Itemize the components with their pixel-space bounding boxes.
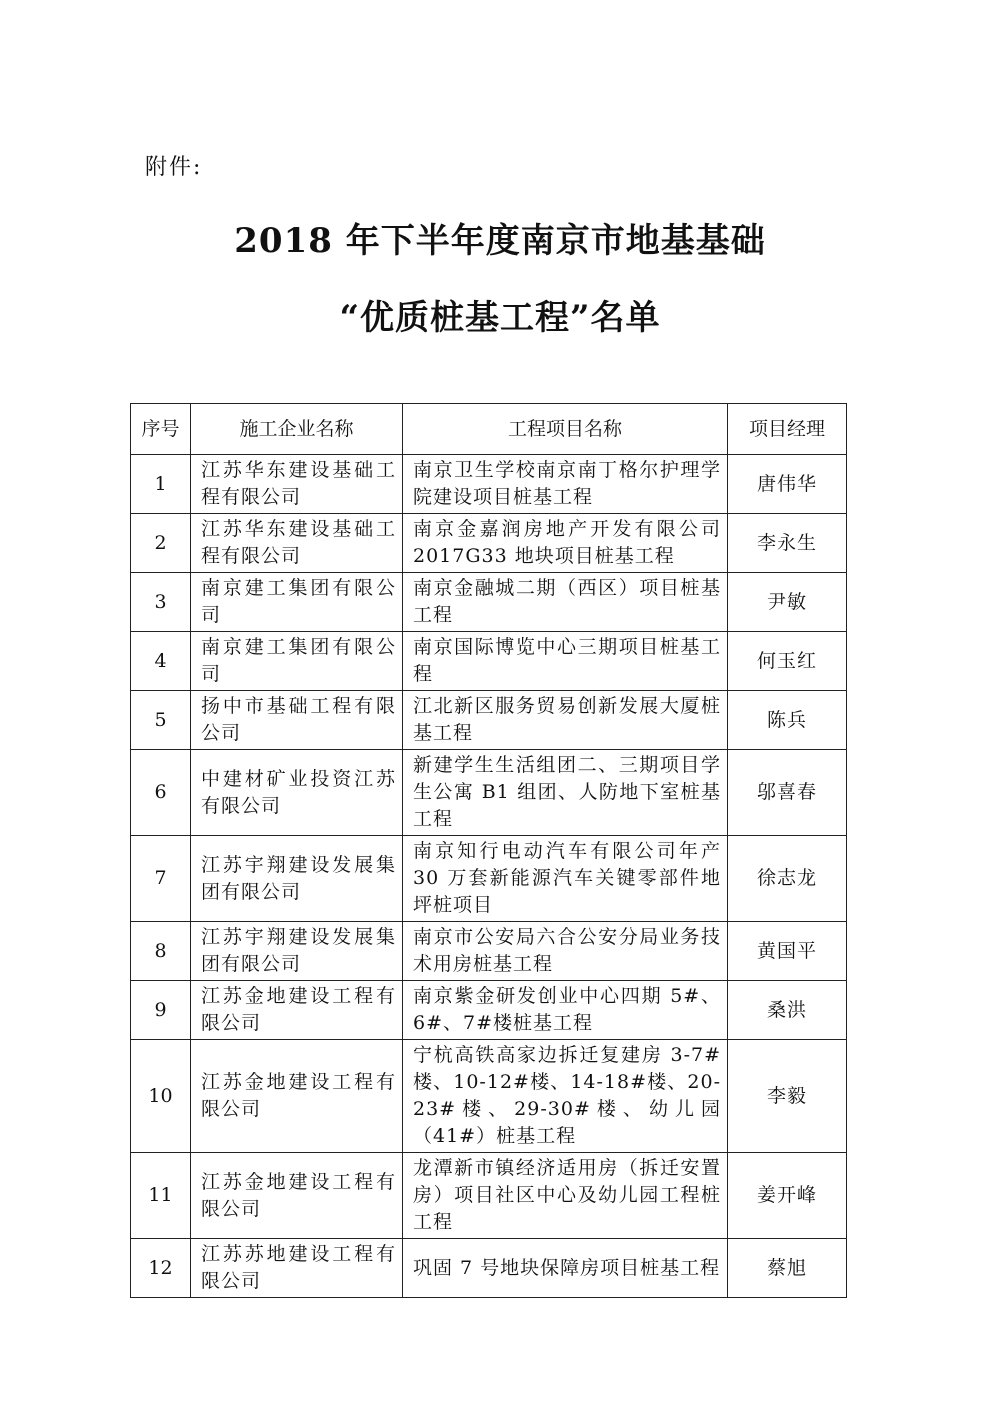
row-company: 江苏金地建设工程有限公司 [191,1153,403,1239]
header-project: 工程项目名称 [403,404,728,455]
row-company: 江苏苏地建设工程有限公司 [191,1239,403,1298]
row-project: 南京金融城二期（西区）项目桩基工程 [403,573,728,632]
table-row [131,981,847,1040]
row-manager: 李永生 [728,514,847,573]
row-no: 11 [131,1153,191,1239]
row-project: 巩固 7 号地块保障房项目桩基工程 [403,1239,728,1298]
row-company: 江苏金地建设工程有限公司 [191,1040,403,1153]
row-project: 江北新区服务贸易创新发展大厦桩基工程 [403,691,728,750]
row-manager: 陈兵 [728,691,847,750]
row-company: 江苏华东建设基础工程有限公司 [191,514,403,573]
row-company: 中建材矿业投资江苏有限公司 [191,750,403,836]
row-project: 南京金嘉润房地产开发有限公司2017G33 地块项目桩基工程 [403,514,728,573]
row-no: 8 [131,922,191,981]
row-manager: 李毅 [728,1040,847,1153]
row-project: 南京知行电动汽车有限公司年产 30 万套新能源汽车关键零部件地坪桩项目 [403,836,728,922]
page-title-line-2: “优质桩基工程”名单 [339,298,661,338]
table-row [131,632,847,691]
row-manager: 唐伟华 [728,455,847,514]
table-row [131,1040,847,1153]
row-manager: 徐志龙 [728,836,847,922]
row-manager: 尹敏 [728,573,847,632]
table-row [131,1239,847,1298]
header-company: 施工企业名称 [191,404,403,455]
table-row [131,750,847,836]
row-company: 江苏华东建设基础工程有限公司 [191,455,403,514]
row-company: 扬中市基础工程有限公司 [191,691,403,750]
table-row [131,514,847,573]
row-manager: 邬喜春 [728,750,847,836]
row-company: 江苏宇翔建设发展集团有限公司 [191,922,403,981]
table-row [131,573,847,632]
row-manager: 蔡旭 [728,1239,847,1298]
row-project: 南京市公安局六合公安分局业务技术用房桩基工程 [403,922,728,981]
row-no: 2 [131,514,191,573]
row-manager: 桑洪 [728,981,847,1040]
row-project: 南京紫金研发创业中心四期 5#、6#、7#楼桩基工程 [403,981,728,1040]
row-no: 5 [131,691,191,750]
row-no: 3 [131,573,191,632]
table-row [131,922,847,981]
row-company: 江苏金地建设工程有限公司 [191,981,403,1040]
row-company: 南京建工集团有限公司 [191,632,403,691]
row-company: 南京建工集团有限公司 [191,573,403,632]
row-no: 4 [131,632,191,691]
page-title-line-1: 2018 年下半年度南京市地基基础 [234,221,766,261]
row-manager: 姜开峰 [728,1153,847,1239]
row-no: 10 [131,1040,191,1153]
table-row [131,691,847,750]
row-project: 南京卫生学校南京南丁格尔护理学院建设项目桩基工程 [403,455,728,514]
row-manager: 黄国平 [728,922,847,981]
table-row [131,836,847,922]
table-row [131,455,847,514]
row-no: 9 [131,981,191,1040]
award-list-table [130,403,847,1298]
row-no: 7 [131,836,191,922]
row-manager: 何玉红 [728,632,847,691]
row-project: 龙潭新市镇经济适用房（拆迁安置房）项目社区中心及幼儿园工程桩工程 [403,1153,728,1239]
row-no: 12 [131,1239,191,1298]
row-no: 1 [131,455,191,514]
header-no: 序号 [131,404,191,455]
header-manager: 项目经理 [728,404,847,455]
row-no: 6 [131,750,191,836]
table-row [131,1153,847,1239]
row-project: 新建学生生活组团二、三期项目学生公寓 B1 组团、人防地下室桩基工程 [403,750,728,836]
row-project: 宁杭高铁高家边拆迁复建房 3-7#楼、10-12#楼、14-18#楼、20-23#楼、29-30#楼、幼儿园（41#）桩基工程 [403,1040,728,1153]
table-header-row [131,404,847,455]
row-project: 南京国际博览中心三期项目桩基工程 [403,632,728,691]
attachment-label: 附件: [145,155,203,180]
row-company: 江苏宇翔建设发展集团有限公司 [191,836,403,922]
